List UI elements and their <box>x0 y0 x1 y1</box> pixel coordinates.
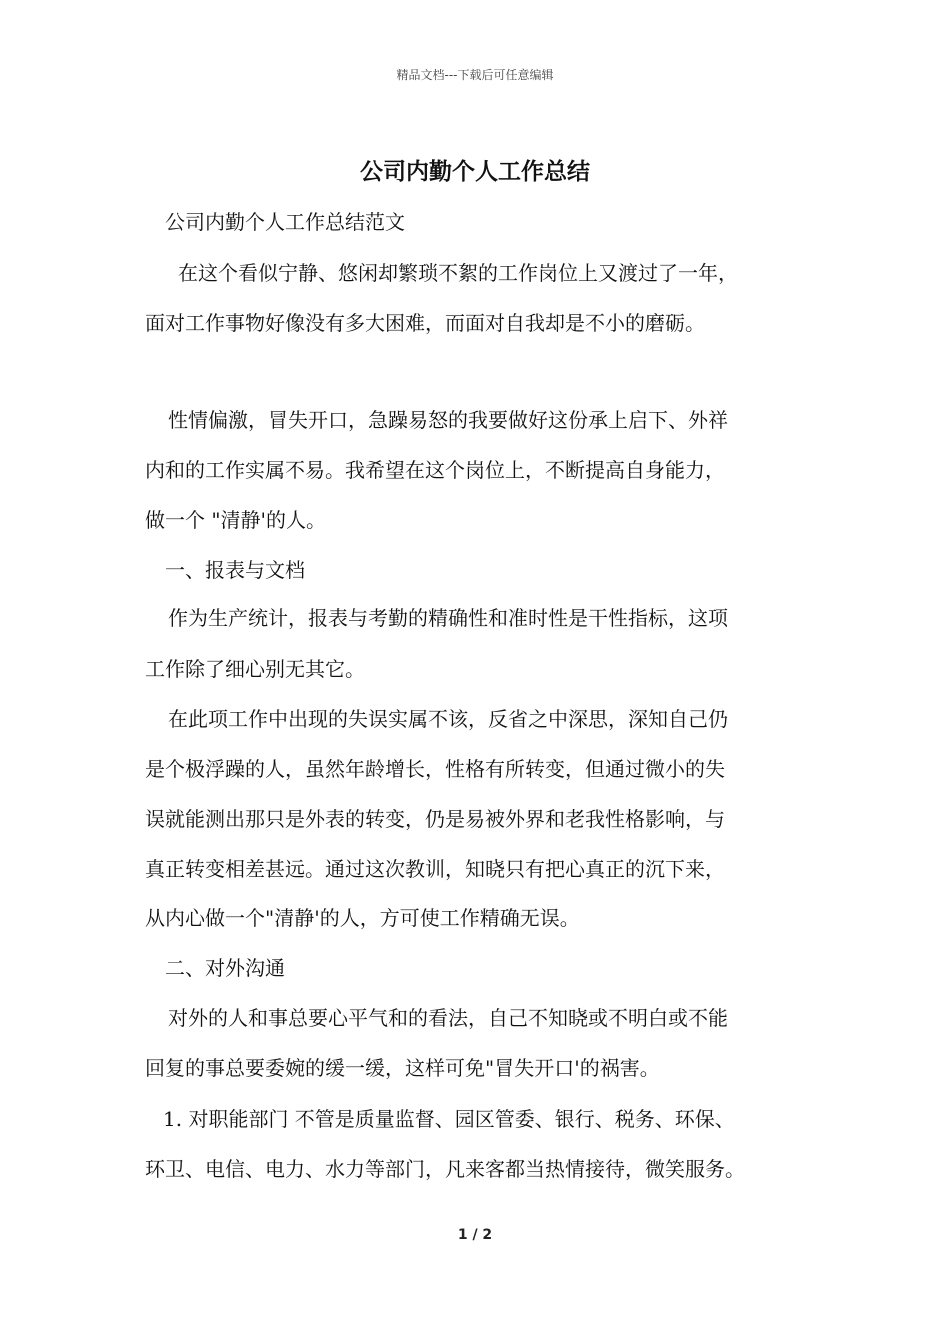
subtitle-line: 公司内勤个人工作总结范文 <box>165 210 405 234</box>
paragraph-line: 在此项工作中出现的失误实属不该，反省之中深思，深知自己仍 <box>168 707 728 731</box>
paragraph-line: 内和的工作实属不易。我希望在这个岗位上，不断提高自身能力， <box>145 458 725 482</box>
paragraph-line: 做一个 "清静'的人。 <box>145 508 327 532</box>
section-heading: 一、报表与文档 <box>165 558 305 582</box>
paragraph-line: 从内心做一个"清静'的人，方可使工作精确无误。 <box>145 906 580 930</box>
paragraph-line: 环卫、电信、电力、水力等部门，凡来客都当热情接待，微笑服务。 <box>145 1157 745 1181</box>
document-title: 公司内勤个人工作总结 <box>360 158 590 185</box>
page-number: 1 / 2 <box>457 1227 493 1243</box>
page-header: 精品文档---下载后可任意编辑 <box>396 68 554 82</box>
paragraph-line: 在这个看似宁静、悠闲却繁琐不絮的工作岗位上又渡过了一年， <box>178 261 738 285</box>
section-heading: 二、对外沟通 <box>165 956 285 980</box>
paragraph-line: 误就能测出那只是外表的转变，仍是易被外界和老我性格影响，与 <box>145 807 725 831</box>
paragraph-line: 面对工作事物好像没有多大困难，而面对自我却是不小的磨砺。 <box>145 311 705 335</box>
paragraph-line: 对外的人和事总要心平气和的看法，自己不知晓或不明白或不能 <box>168 1006 728 1030</box>
paragraph-line: 1. 对职能部门 不管是质量监督、园区管委、银行、税务、环保、 <box>163 1107 735 1131</box>
paragraph-line: 回复的事总要委婉的缓一缓，这样可免"冒失开口'的祸害。 <box>145 1056 660 1080</box>
paragraph-line: 工作除了细心别无其它。 <box>145 657 365 681</box>
paragraph-line: 真正转变相差甚远。通过这次教训，知晓只有把心真正的沉下来， <box>145 857 725 881</box>
paragraph-line: 作为生产统计，报表与考勤的精确性和准时性是干性指标，这项 <box>168 606 728 630</box>
paragraph-line: 是个极浮躁的人，虽然年龄增长，性格有所转变，但通过微小的失 <box>145 757 725 781</box>
paragraph-line: 性情偏激，冒失开口，急躁易怒的我要做好这份承上启下、外祥 <box>168 408 728 432</box>
